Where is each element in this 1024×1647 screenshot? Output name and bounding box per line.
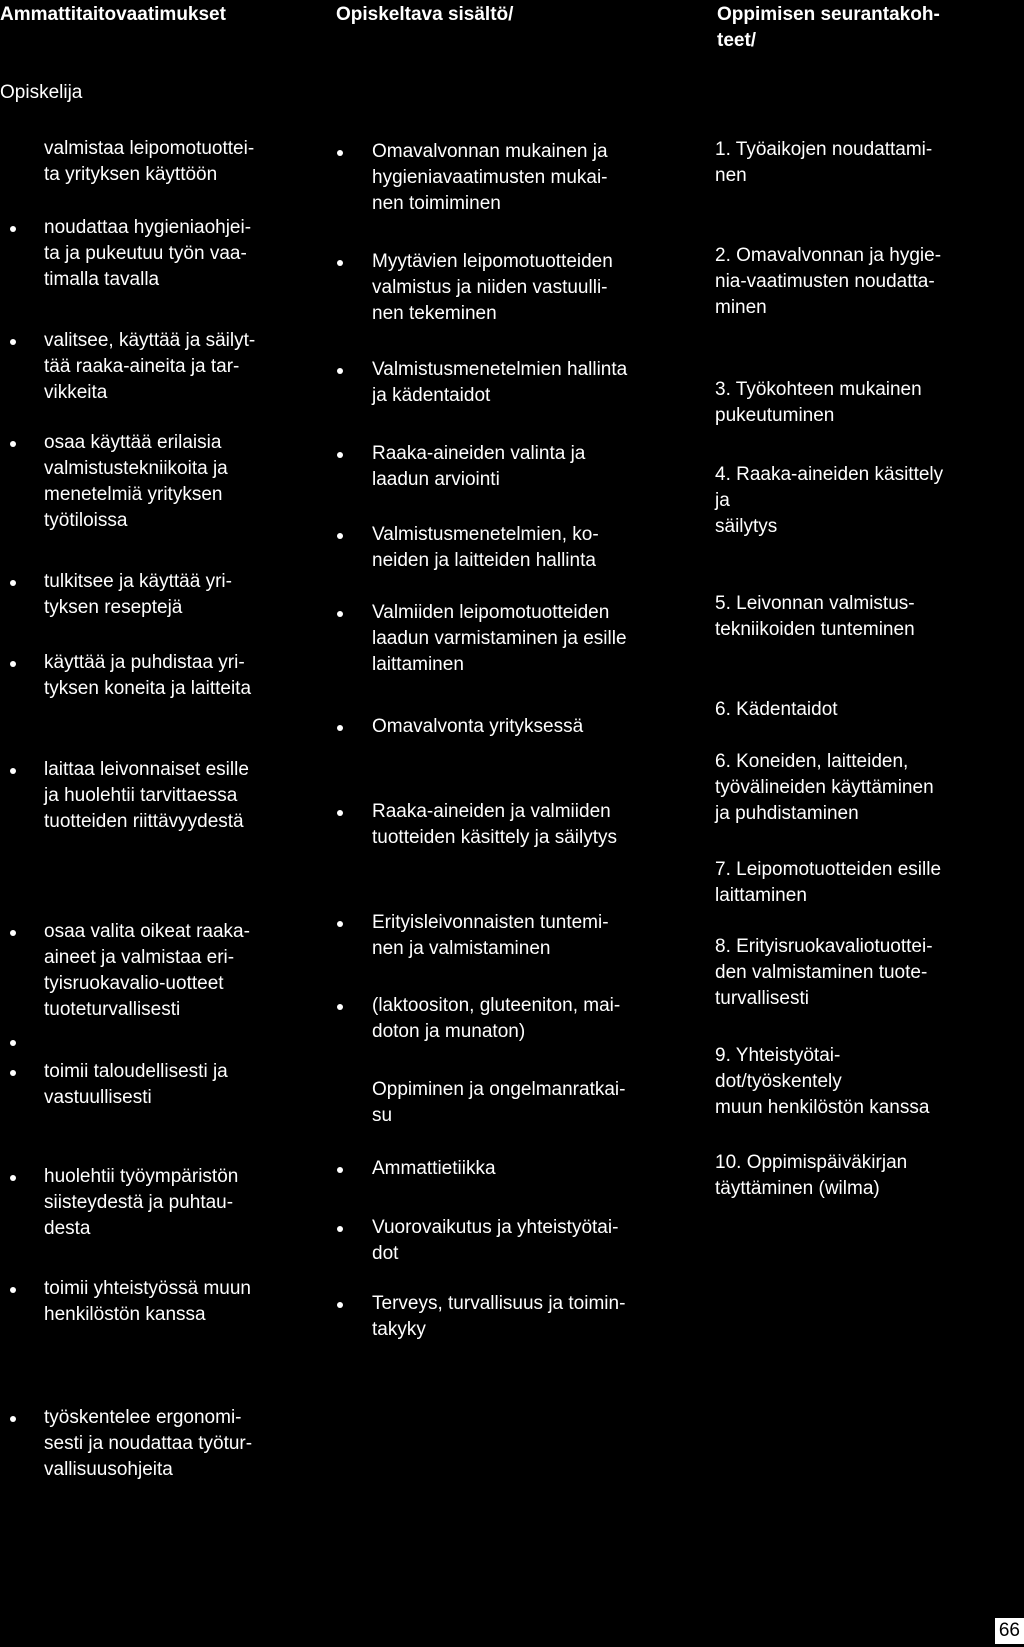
content-item: Erityisleivonnaisten tuntemi- nen ja valmistaminen: [372, 912, 609, 959]
content-item: Raaka-aineiden valinta ja laadun arviointi: [372, 443, 586, 490]
competence-item: osaa käyttää erilaisia valmistustekniikoita ja menetelmiä yrityksen työtiloissa: [44, 432, 228, 531]
target-item: 10. Oppimispäiväkirjan täyttäminen (wilma): [715, 1152, 908, 1199]
bullet-icon: [10, 1040, 16, 1046]
bullet-icon: [337, 611, 343, 617]
bullet-icon: [10, 339, 16, 345]
bullet-icon: [10, 661, 16, 667]
bullet-icon: [337, 533, 343, 539]
header-competence-requirements: Ammattitaitovaatimukset: [0, 4, 226, 25]
target-item: 6. Kädentaidot: [715, 699, 838, 720]
competence-item: valitsee, käyttää ja säilyt- tää raaka-aineita ja tar- vikkeita: [44, 330, 256, 403]
header-study-content: Opiskeltava sisältö/: [336, 4, 514, 25]
competence-item: osaa valita oikeat raaka- aineet ja valmistaa eri- tyisruokavalio-uotteet tuoteturvallisesti: [44, 921, 250, 1020]
target-item: 8. Erityisruokavaliotuottei- den valmistaminen tuote- turvallisesti: [715, 936, 933, 1009]
target-item: 6. Koneiden, laitteiden, työvälineiden käyttäminen ja puhdistaminen: [715, 751, 934, 824]
target-item: 1. Työaikojen noudattami- nen: [715, 139, 933, 186]
content-item: Valmistusmenetelmien hallinta ja kädentaidot: [372, 359, 628, 406]
bullet-icon: [337, 921, 343, 927]
competence-item: käyttää ja puhdistaa yri- tyksen koneita ja laitteita: [44, 652, 252, 699]
bullet-icon: [337, 725, 343, 731]
competence-item: toimii yhteistyössä muun henkilöstön kanssa: [44, 1278, 251, 1325]
intro-student: Opiskelija: [0, 82, 83, 103]
content-item: Omavalvonta yrityksessä: [372, 716, 584, 737]
content-item: Terveys, turvallisuus ja toimin- takyky: [372, 1293, 626, 1340]
bullet-icon: [337, 810, 343, 816]
page-number: 66: [995, 1618, 1024, 1644]
competence-item: noudattaa hygieniaohjei- ta ja pukeutuu työn vaa- timalla tavalla: [44, 217, 252, 290]
bullet-icon: [337, 150, 343, 156]
bullet-icon: [337, 1167, 343, 1173]
bullet-icon: [337, 260, 343, 266]
target-item: 7. Leipomotuotteiden esille laittaminen: [715, 859, 942, 906]
target-item: 4. Raaka-aineiden käsittely ja säilytys: [715, 464, 944, 537]
competence-item: toimii taloudellisesti ja vastuullisesti: [44, 1061, 228, 1108]
content-item: Omavalvonnan mukainen ja hygieniavaatimusten mukai- nen toimiminen: [372, 141, 608, 214]
content-item: (laktoositon, gluteeniton, mai- doton ja munaton): [372, 995, 621, 1042]
header-learning-targets: Oppimisen seurantakoh- teet/: [717, 4, 940, 51]
bullet-icon: [337, 1226, 343, 1232]
content-item: Valmiiden leipomotuotteiden laadun varmistaminen ja esille laittaminen: [372, 602, 627, 675]
bullet-icon: [10, 1416, 16, 1422]
bullet-icon: [337, 1004, 343, 1010]
content-item: Raaka-aineiden ja valmiiden tuotteiden käsittely ja säilytys: [372, 801, 618, 848]
competence-item: huolehtii työympäristön siisteydestä ja puhtau- desta: [44, 1166, 239, 1239]
content-item: Vuorovaikutus ja yhteistyötai- dot: [372, 1217, 619, 1264]
bullet-icon: [10, 580, 16, 586]
content-plain-item: Oppiminen ja ongelmanratkai- su: [372, 1079, 626, 1126]
competence-item: laittaa leivonnaiset esille ja huolehtii tarvittaessa tuotteiden riittävyydestä: [44, 759, 249, 832]
target-item: 3. Työkohteen mukainen pukeutuminen: [715, 379, 922, 426]
competence-lead: valmistaa leipomotuottei- ta yrityksen käyttöön: [44, 138, 255, 185]
bullet-icon: [10, 768, 16, 774]
target-item: 2. Omavalvonnan ja hygie- nia-vaatimusten noudatta- minen: [715, 245, 942, 318]
bullet-icon: [10, 930, 16, 936]
target-item: 9. Yhteistyötai- dot/työskentely muun henkilöstön kanssa: [715, 1045, 930, 1118]
target-item: 5. Leivonnan valmistus- tekniikoiden tunteminen: [715, 593, 915, 640]
competence-item: työskentelee ergonomi- sesti ja noudattaa työtur- vallisuusohjeita: [44, 1407, 253, 1480]
bullet-icon: [10, 1287, 16, 1293]
bullet-icon: [337, 368, 343, 374]
bullet-icon: [10, 1070, 16, 1076]
bullet-icon: [10, 1175, 16, 1181]
bullet-icon: [337, 452, 343, 458]
competence-item: tulkitsee ja käyttää yri- tyksen reseptejä: [44, 571, 232, 618]
bullet-icon: [10, 226, 16, 232]
content-item: Myytävien leipomotuotteiden valmistus ja niiden vastuulli- nen tekeminen: [372, 251, 613, 324]
bullet-icon: [337, 1302, 343, 1308]
content-item: Valmistusmenetelmien, ko- neiden ja laitteiden hallinta: [372, 524, 599, 571]
bullet-icon: [10, 441, 16, 447]
content-item: Ammattietiikka: [372, 1158, 496, 1179]
